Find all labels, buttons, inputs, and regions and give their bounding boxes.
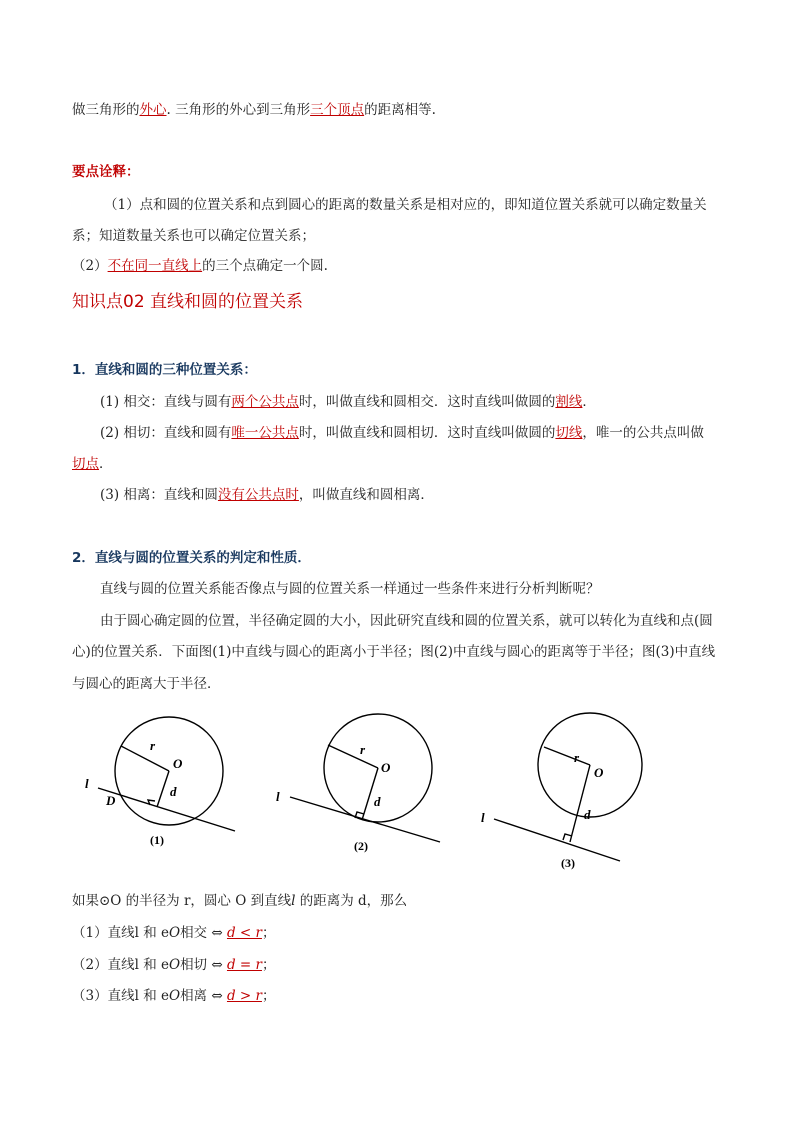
fig1-perpendicular [157, 771, 169, 807]
fig1-label-l: l [85, 776, 89, 791]
term-no-common-point: 没有公共点时 [217, 487, 299, 503]
part2-p2-line2: 心)的位置关系．下面图(1)中直线与圆心的距离小于半径；图(2)中直线与圆心的距离等于半径；图(3)中直线 [72, 644, 716, 660]
fig2-tangent-line [290, 797, 440, 842]
intersect-mid: 时，叫做直线和圆相交．这时直线叫做圆的 [298, 394, 556, 410]
fig3-label-d: d [584, 807, 591, 822]
c1-condition: d < r [226, 925, 262, 941]
tangent-cont-end: ． [99, 456, 113, 472]
c2-end: ； [261, 957, 276, 973]
part1-item-intersect [100, 392, 596, 412]
conclusion-intro-l: l [291, 893, 296, 909]
part1-item-tangent-cont [72, 454, 113, 474]
intersect-prefix: (1) 相交：直线与圆有 [100, 394, 232, 410]
term-not-collinear: 不在同一直线上 [107, 258, 203, 274]
part2-heading: 2．直线与圆的位置关系的判定和性质． [72, 550, 311, 566]
part1-item-tangent [100, 423, 704, 443]
c2-prefix: （2）直线l 和 e [72, 957, 169, 973]
intro-text-1: 做三角形的 [72, 102, 140, 118]
c1-prefix: （1）直线l 和 e [72, 925, 169, 941]
conclusion-intro-end: 的距离为 d，那么 [295, 893, 408, 909]
c3-mid: 相离 ⇔ [180, 988, 227, 1004]
c1-mid: 相交 ⇔ [180, 925, 227, 941]
fig2-label-o: O [381, 760, 391, 775]
term-secant: 割线 [555, 394, 583, 410]
fig3-caption: (3) [561, 856, 575, 870]
fig1-label-D: D [106, 793, 116, 808]
conclusion-separate [72, 986, 275, 1006]
notes-item1-line2: 系；知道数量关系也可以确定位置关系； [72, 228, 315, 244]
term-three-vertices: 三个顶点 [310, 102, 365, 118]
fig1-caption: (1) [150, 833, 164, 847]
fig3-label-l: l [481, 810, 485, 825]
intro-paragraph [72, 100, 436, 120]
fig1-label-d: d [170, 784, 177, 799]
conclusion-intro [72, 891, 407, 911]
c3-prefix: （3）直线l 和 e [72, 988, 169, 1004]
c2-condition: d = r [226, 957, 262, 973]
c1-o: O [168, 925, 181, 941]
fig3-radius [544, 747, 590, 765]
intro-text-2: . 三角形的外心到三角形 [166, 102, 311, 118]
term-two-common-points: 两个公共点 [231, 394, 299, 410]
fig1-radius [121, 746, 169, 771]
term-tangent-line: 切线 [555, 425, 583, 441]
notes-item1-line1: （1）点和圆的位置关系和点到圆心的距离的数量关系是相对应的，即知道位置关系就可以确定数量关 [104, 197, 707, 213]
term-unique-common-point: 唯一公共点 [231, 425, 299, 441]
part2-p2-line3: 与圆心的距离大于半径． [72, 676, 221, 692]
part1-heading: 1．直线和圆的三种位置关系： [72, 362, 257, 378]
c3-end: ； [261, 988, 276, 1004]
c3-condition: d > r [226, 988, 262, 1004]
c2-mid: 相切 ⇔ [180, 957, 227, 973]
intersect-end: ． [582, 394, 596, 410]
c1-end: ； [261, 925, 276, 941]
fig1-label-r: r [150, 738, 156, 753]
fig3-label-r: r [574, 750, 580, 765]
intro-text-3: 的距离相等. [364, 102, 436, 118]
c2-o: O [168, 957, 181, 973]
fig2-caption: (2) [354, 839, 368, 853]
notes-item2-rest: 的三个点确定一个圆. [202, 258, 328, 274]
fig3-label-o: O [594, 765, 604, 780]
term-circumcenter: 外心 [139, 102, 167, 118]
part2-p1: 直线与圆的位置关系能否像点与圆的位置关系一样通过一些条件来进行分析判断呢？ [100, 581, 600, 597]
notes-heading: 要点诠释： [72, 164, 140, 180]
term-tangent-point: 切点 [72, 456, 99, 472]
notes-item2-prefix: （2） [72, 258, 108, 274]
fig2-label-l: l [276, 789, 280, 804]
part1-item-separate [100, 485, 434, 505]
separate-end: ，叫做直线和圆相离． [298, 487, 434, 503]
fig1-label-o: O [173, 756, 183, 771]
c3-o: O [168, 988, 181, 1004]
fig2-label-d: d [374, 794, 381, 809]
conclusion-tangent [72, 955, 275, 975]
conclusion-intersect [72, 923, 275, 943]
fig3-perpendicular [570, 765, 590, 842]
tangent-mid: 时，叫做直线和圆相切．这时直线叫做圆的 [298, 425, 556, 441]
part2-p2-line1: 由于圆心确定圆的位置，半径确定圆的大小，因此研究直线和圆的位置关系，就可以转化为直线和点(圆 [100, 613, 713, 629]
figures-diagram [0, 700, 794, 880]
notes-item2 [72, 256, 328, 276]
fig2-label-r: r [360, 742, 366, 757]
fig3-separate-line [494, 819, 620, 861]
separate-prefix: (3) 相离：直线和圆 [100, 487, 218, 503]
fig2-radius [328, 745, 378, 768]
conclusion-intro-text: 如果⊙O 的半径为 r，圆心 O 到直线 [72, 893, 292, 909]
section-title: 知识点02 直线和圆的位置关系 [72, 292, 304, 312]
tangent-end: ，唯一的公共点叫做 [582, 425, 704, 441]
tangent-prefix: (2) 相切：直线和圆有 [100, 425, 232, 441]
